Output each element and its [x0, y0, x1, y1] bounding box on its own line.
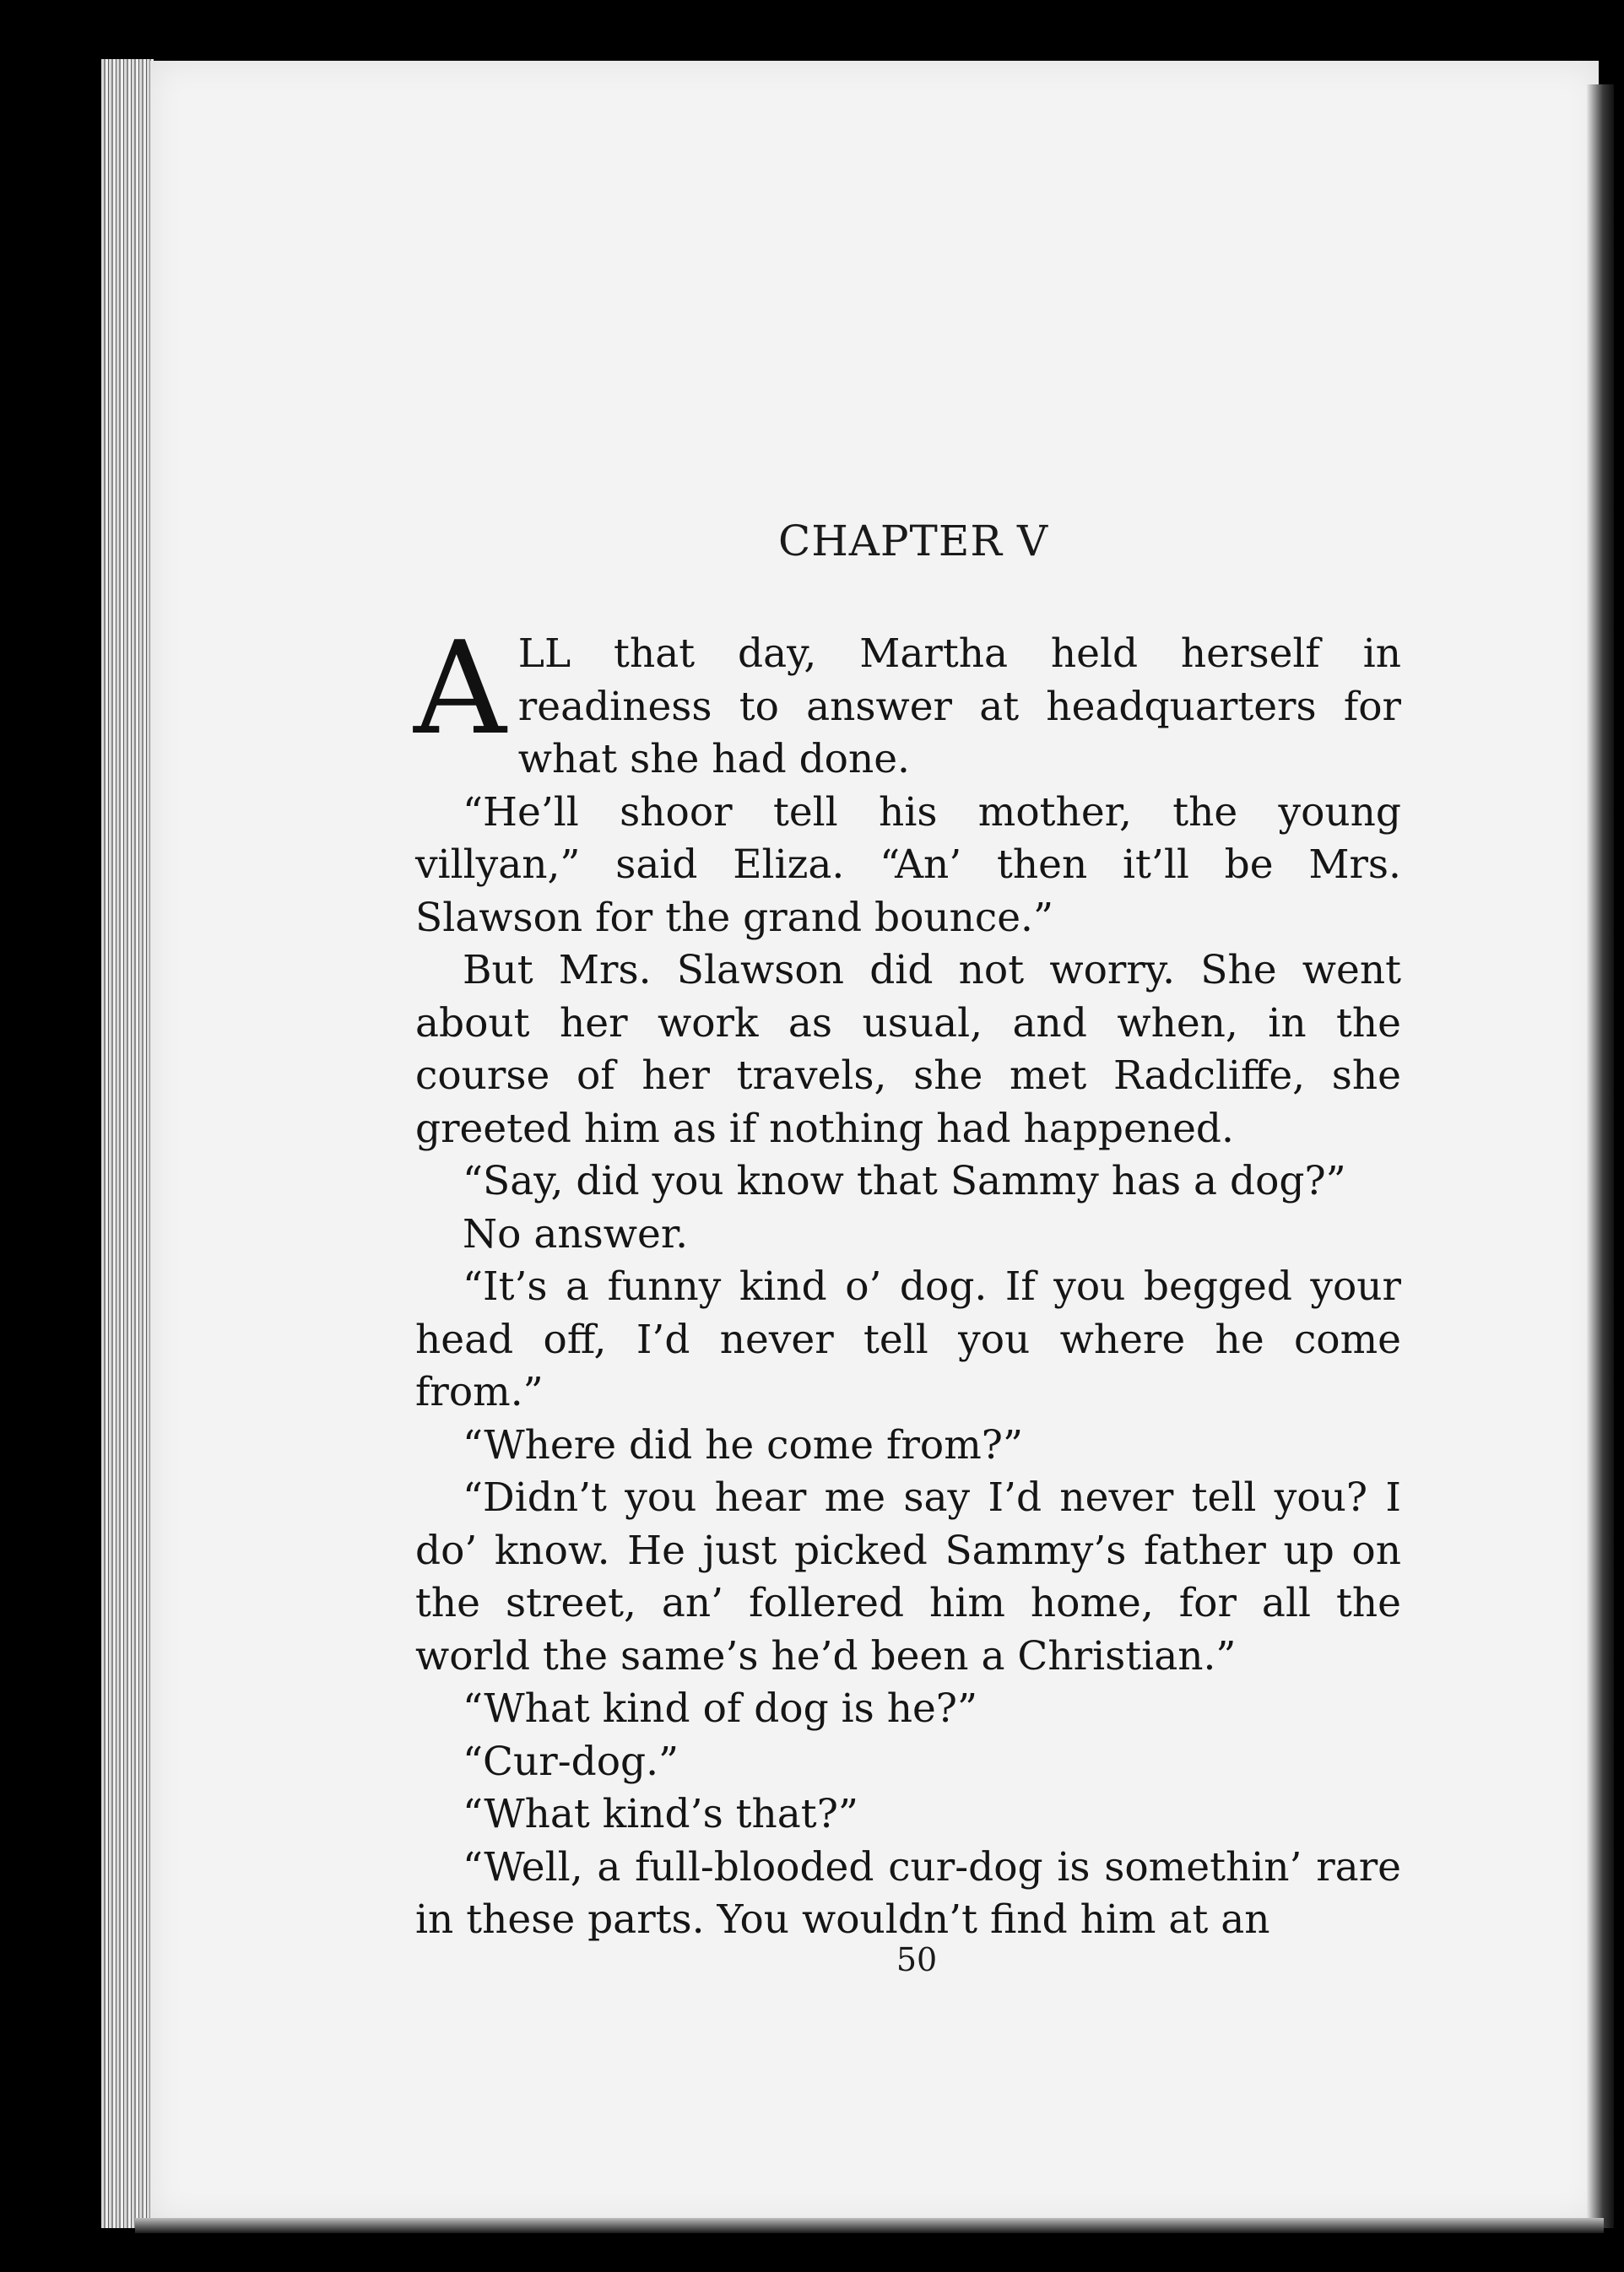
paragraph-10: “Cur-dog.”: [463, 1738, 679, 1785]
page-edge-right: [1587, 84, 1614, 2228]
paragraph-11: “What kind’s that?”: [463, 1791, 858, 1837]
page-edge-left: [101, 59, 154, 2228]
chapter-heading: CHAPTER V: [777, 517, 1049, 565]
paragraph-4: “Say, did you know that Sammy has a dog?”: [463, 1158, 1346, 1204]
page-edge-bottom: [135, 2218, 1604, 2233]
paragraph-text: LL that day, Martha held herself in readiness to answer at headquarters for what she had done.: [517, 630, 1401, 782]
paragraph-9: “What kind of dog is he?”: [463, 1685, 978, 1732]
paragraph-7: “Where did he come from?”: [463, 1421, 1024, 1469]
page-number: 50: [896, 1941, 938, 1978]
paragraph-5: No answer.: [463, 1210, 689, 1258]
paragraph-1: [414, 614, 1401, 787]
paragraph-6: “It’s a funny kind o’ dog. If you begged your head off, I’d never tell you where he come from.”: [415, 1263, 1401, 1415]
paragraph-2: “He’ll shoor tell his mother, the young villyan,” said Eliza. “An’ then it’ll be Mrs. Slawson for the grand bounce.”: [415, 788, 1401, 941]
body-text: [414, 614, 1401, 1947]
paragraph-12: “Well, a full-blooded cur-dog is somethin’ rare in these parts. You wouldn’t find him at an: [415, 1843, 1401, 1943]
drop-cap-initial: A: [414, 614, 506, 763]
paragraph-8: “Didn’t you hear me say I’d never tell you? I do’ know. He just picked Sammy’s father up on the street, an’ follered him home, for all the world the same’s he’d been a Christian.”: [415, 1474, 1401, 1680]
paragraph-3: But Mrs. Slawson did not worry. She went about her work as usual, and when, in the course of her travels, she met Radcliffe, she greeted him as if nothing had happened.: [415, 947, 1401, 1152]
